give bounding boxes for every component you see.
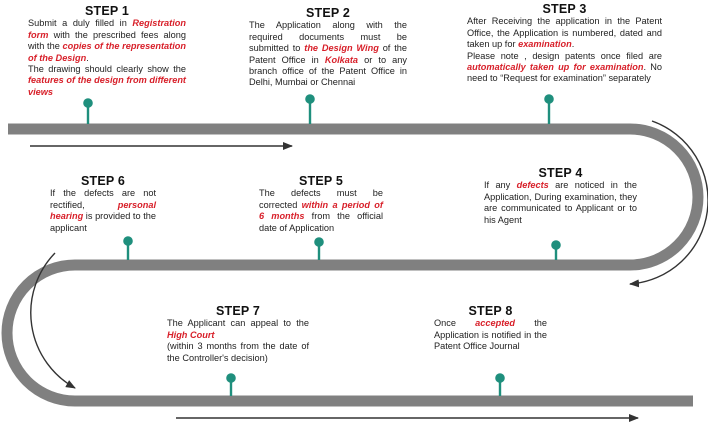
step-title: STEP 1 [84,4,130,18]
step-text: The drawing should clearly show the [28,64,186,75]
step-text: After Receiving the application in the Patent Office, the Application is numbered, dated and taken up for [467,16,662,50]
step-2-box [249,8,407,89]
pin-step-7 [227,374,234,396]
pin-step-3 [545,95,552,124]
step-description [167,318,309,364]
step-text: from the official date of Application [259,211,384,233]
step-text: is provided to the applicant [50,211,156,233]
step-text: Submit a duly filled in [28,18,133,29]
step-6-box [50,176,156,234]
step-title: STEP 8 [468,304,513,318]
step-description [50,188,156,234]
step-text: If any [484,180,517,191]
step-title: STEP 5 [298,174,344,188]
step-title: STEP 7 [215,304,261,318]
step-text: The Application along with the required documents must be submitted to [249,20,407,54]
pin-step-1 [84,99,91,124]
step-title: STEP 4 [538,166,583,180]
step-5-box [259,176,383,234]
highlighted-text: the Design Wing [304,43,379,54]
highlighted-text: High Court [167,329,215,340]
step-title: STEP 2 [305,6,351,20]
step-description [259,188,383,234]
pin-step-5 [315,238,322,260]
step-text: or to any branch office of the Patent Office in Delhi, Mumbai or Chennai [249,54,407,88]
step-text: . [571,39,575,50]
step-text: . No need to “Request for examination” separately [467,62,662,84]
step-text: The defects must be corrected [259,188,383,210]
pin-step-4 [552,241,559,260]
step-text: the Application is notified in the Patent Office Journal [434,318,547,352]
highlighted-text: accepted [475,318,516,329]
highlighted-text: automatically taken up for examination [467,62,644,73]
step-text: Please note , design patents once filed are [467,50,662,61]
highlighted-text: personal hearing [50,199,156,222]
step-description [484,180,637,226]
step-text: with the prescribed fees along with the [28,29,186,52]
step-description [467,16,662,84]
step-3-box [467,4,662,85]
step-text: are noticed in the Application, During examination, they are communicated to Applicant or to his Agent [484,180,637,225]
highlighted-text: within a period of 6 months [259,199,383,222]
step-8-box [434,306,547,353]
step-7-box [167,306,309,364]
step-text: . [86,52,89,63]
step-1-box [28,6,186,98]
highlighted-text: features of the design from different views [28,75,186,97]
step-description [249,20,407,88]
highlighted-text: copies of the representation of the Design [28,41,186,63]
step-description [28,18,186,98]
step-title: STEP 6 [80,174,126,188]
step-text: If the defects are not rectified, [50,188,156,210]
step-text: Once [434,318,476,329]
highlighted-text: Kolkata [324,54,359,65]
step-title: STEP 3 [542,2,587,16]
highlighted-text: Registration form [28,18,186,40]
pin-step-2 [306,95,313,124]
step-text: (within 3 months from the date of the Controller's decision) [167,341,309,363]
step-4-box [484,168,637,226]
highlighted-text: defects [516,180,549,191]
step-text: The Applicant can appeal to the [167,318,309,329]
pin-step-6 [124,237,131,260]
pin-step-8 [496,374,503,396]
step-text: of the Patent Office in [249,43,408,65]
highlighted-text: examination [518,39,572,50]
step-description [434,318,547,352]
